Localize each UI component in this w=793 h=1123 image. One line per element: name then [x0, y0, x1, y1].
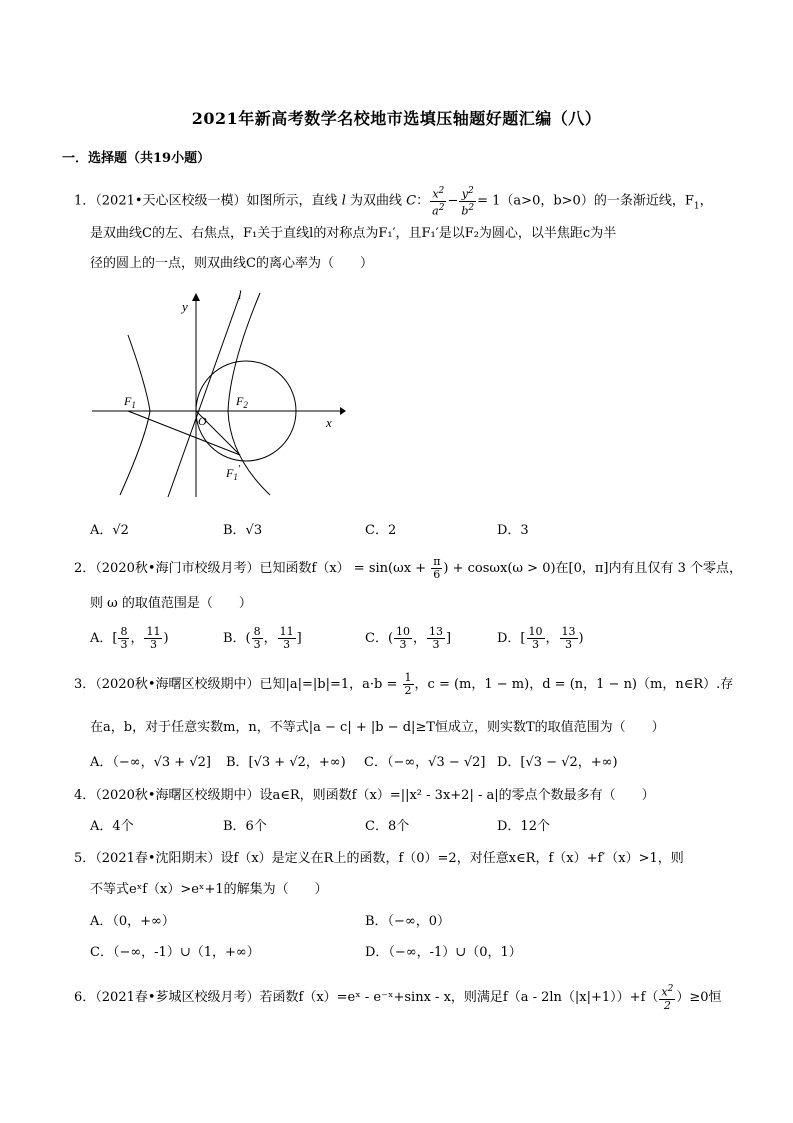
q1-line2: 是双曲线C的左、右焦点，F₁关于直线l的对称点为F₁′，且F₁′是以F₂为圆心，以半焦距c为半: [90, 226, 617, 241]
q4-option-d[interactable]: D．12个: [497, 819, 550, 834]
q2-option-c[interactable]: C．( $\frac{10}{3}$ ， $\frac{13}{3}$ ]: [365, 625, 452, 651]
q5-line1: 5．（2021春•沈阳期末）设f（x）是定义在R上的函数，f（0）=2，对任意x∈R，f（x）+f′（x）>1，则: [74, 851, 684, 866]
q3-option-b[interactable]: B．[√3 + √2，+∞): [226, 755, 346, 770]
q2-option-d[interactable]: D．[ $\frac{10}{3}$ ， $\frac{13}{3}$ ): [497, 625, 584, 651]
label-x: x: [326, 415, 332, 430]
q3-line1: 3．（2020秋•海曙区校级期中）已知|a|=|b|=1，a·b = $\frac{1}{2}$ ，c = (m，1 − m)，d = (n，1 − n)（m，n∈R）.存: [74, 671, 734, 697]
q3-option-a[interactable]: A．（−∞，√3 + √2]: [90, 755, 211, 770]
q1-option-d[interactable]: D．3: [497, 523, 529, 538]
q6-line1: 6．（2021春•芗城区校级月考）若函数f（x）=eˣ - e⁻ˣ+sinx - x，则满足f（a - 2ln（|x|+1））+f（ $\frac{x^2}{2}$ ）≥0恒: [74, 984, 722, 1012]
q2-line1: 2．（2020秋•海门市校级月考）已知函数f（x） = sin(ωx + $\frac{\pi}{6}$ ) + cosωx(ω > 0)在[0，π]内有且仅有 3 个零点，: [74, 555, 743, 581]
hyperbola-left-branch: [120, 335, 150, 495]
q3-option-d[interactable]: D．[√3 − √2，+∞): [497, 755, 618, 770]
q2-option-a[interactable]: A．[ $\frac{8}{3}$ ， $\frac{11}{3}$ ): [90, 625, 169, 651]
label-f1prime: $F_1'$: [226, 464, 241, 482]
q5-option-d[interactable]: D．（−∞，-1）∪（0，1）: [365, 945, 522, 960]
q5-option-a[interactable]: A．（0，+∞）: [90, 914, 175, 929]
q3-line2: 在a，b，对于任意实数m，n，不等式|a − c| + |b − d|≥T恒成立，则实数T的取值范围为（ ）: [90, 720, 665, 735]
q5-option-b[interactable]: B．（−∞，0）: [365, 914, 451, 929]
q4-option-b[interactable]: B．6个: [223, 819, 267, 834]
q1-option-c[interactable]: C．2: [365, 523, 397, 538]
q4-option-a[interactable]: A．4个: [90, 819, 134, 834]
hyperbola-right-branch: [228, 293, 270, 495]
q2-option-b[interactable]: B．( $\frac{8}{3}$ ， $\frac{11}{3}$ ]: [223, 625, 302, 651]
x-axis-arrow: [340, 407, 346, 415]
section-heading: 一．选择题（共19小题）: [62, 151, 211, 166]
label-f1: $F_1$: [124, 394, 136, 410]
q4-option-c[interactable]: C．8个: [365, 819, 410, 834]
label-l: l: [238, 287, 242, 302]
label-f2: $F_2$: [236, 394, 248, 410]
q5-line2: 不等式eˣf（x）>eˣ+1的解集为（ ）: [90, 882, 328, 897]
page-title: 2021年新高考数学名校地市选填压轴题好题汇编（八）: [191, 109, 602, 128]
q5-option-c[interactable]: C．（−∞，-1）∪（1，+∞）: [90, 945, 260, 960]
hyperbola-figure: [88, 285, 348, 500]
q1-option-a[interactable]: A．√2: [90, 523, 129, 538]
q3-option-c[interactable]: C．（−∞，√3 − √2]: [364, 755, 486, 770]
q4-line1: 4．（2020秋•海曙区校级期中）设a∈R，则函数f（x）=||x² - 3x+2| - a|的零点个数最多有（ ）: [74, 788, 655, 803]
label-y: y: [182, 299, 188, 314]
q2-line2: 则 ω 的取值范围是（ ）: [90, 596, 252, 611]
q1-line1: 1．（2021•天心区校级一模）如图所示，直线 l 为双曲线 C： $\frac{x^2}{a^2}$ − $\frac{y^2}{b^2}$ = 1（a>0，b>0）的一条渐近线，$F_1$，: [74, 186, 713, 218]
label-o: O: [198, 414, 207, 428]
y-axis-arrow: [192, 293, 200, 301]
q1-line3: 径的圆上的一点，则双曲线C的离心率为（ ）: [90, 256, 373, 271]
q1-option-b[interactable]: B．√3: [223, 523, 263, 538]
